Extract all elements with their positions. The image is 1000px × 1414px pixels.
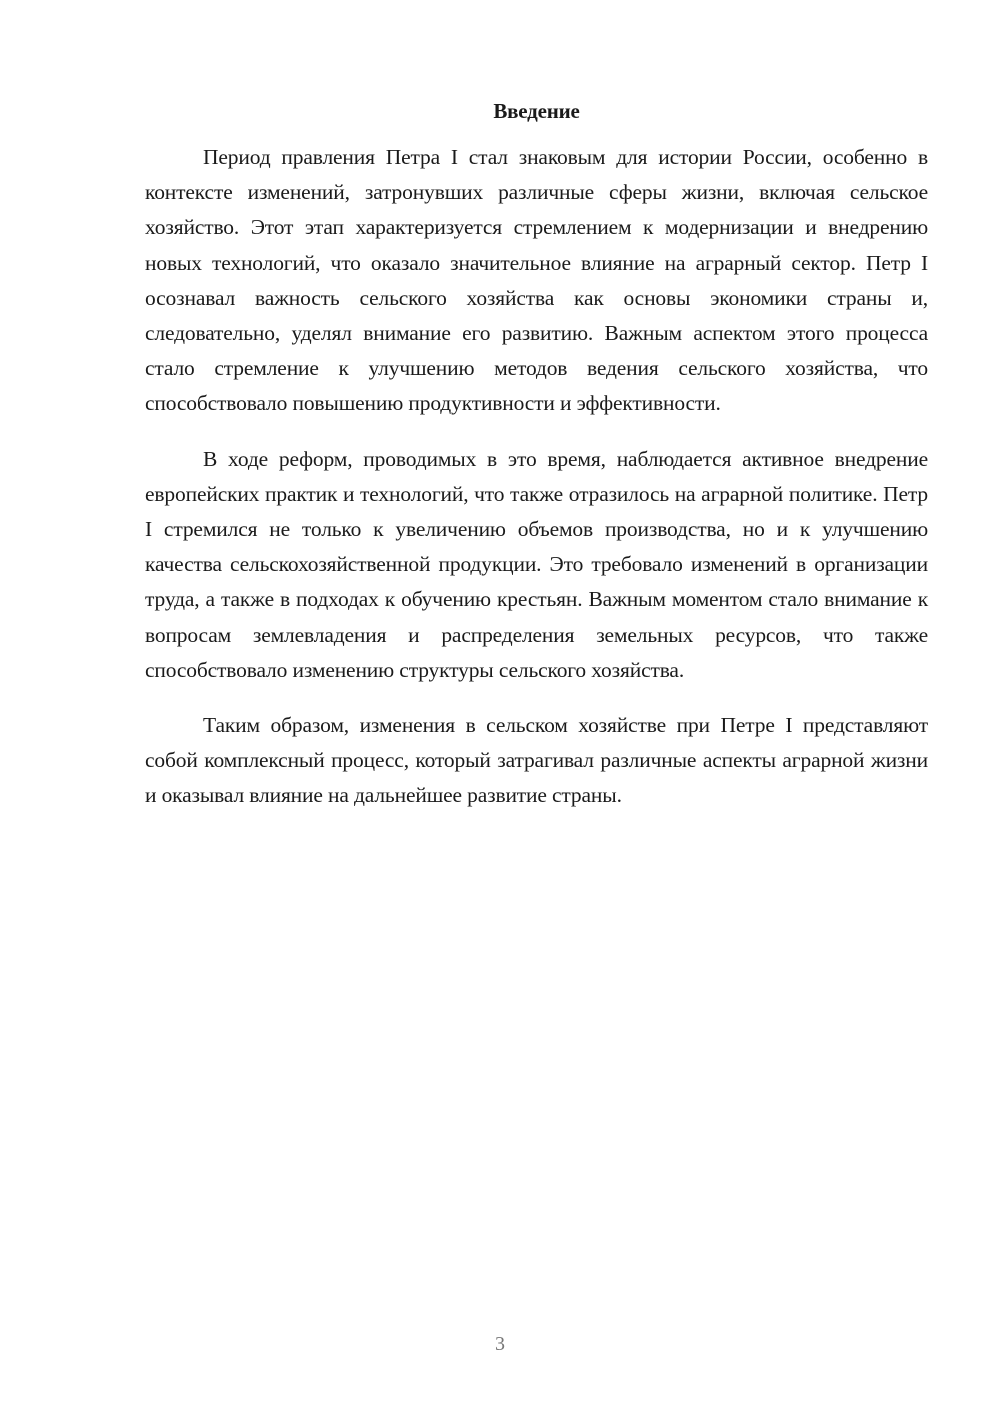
paragraph-1: Период правления Петра I стал знаковым для истории России, особенно в контексте изменений, затронувших различные сферы жизни, включая сельское хозяйство. Этот этап характеризуется стремлением к модернизации и внедрению новых технологий, что оказало значительное влияние на аграрный сектор. Петр I осознавал важность сельского хозяйства как основы экономики страны и, следовательно, уделял внимание его развитию. Важным аспектом этого процесса стало стремление к улучшению методов ведения сельского хозяйства, что способствовало повышению продуктивности и эффективности. xyxy=(145,145,928,416)
page-number: 3 xyxy=(495,1333,505,1355)
document-page xyxy=(145,96,928,834)
paragraph-2: В ходе реформ, проводимых в это время, наблюдается активное внедрение европейских практик и технологий, что также отразилось на аграрной политике. Петр I стремился не только к увеличению объемов производства, но и к улучшению качества сельскохозяйственной продукции. Это требовало изменений в организации труда, а также в подходах к обучению крестьян. Важным моментом стало внимание к вопросам землевладения и распределения земельных ресурсов, что также способствовало изменению структуры сельского хозяйства. xyxy=(145,446,928,682)
section-title: Введение xyxy=(493,99,580,123)
paragraph-3: Таким образом, изменения в сельском хозяйстве при Петре I представляют собой комплексный процесс, который затрагивал различные аспекты аграрной жизни и оказывал влияние на дальнейшее развитие страны. xyxy=(145,713,928,808)
